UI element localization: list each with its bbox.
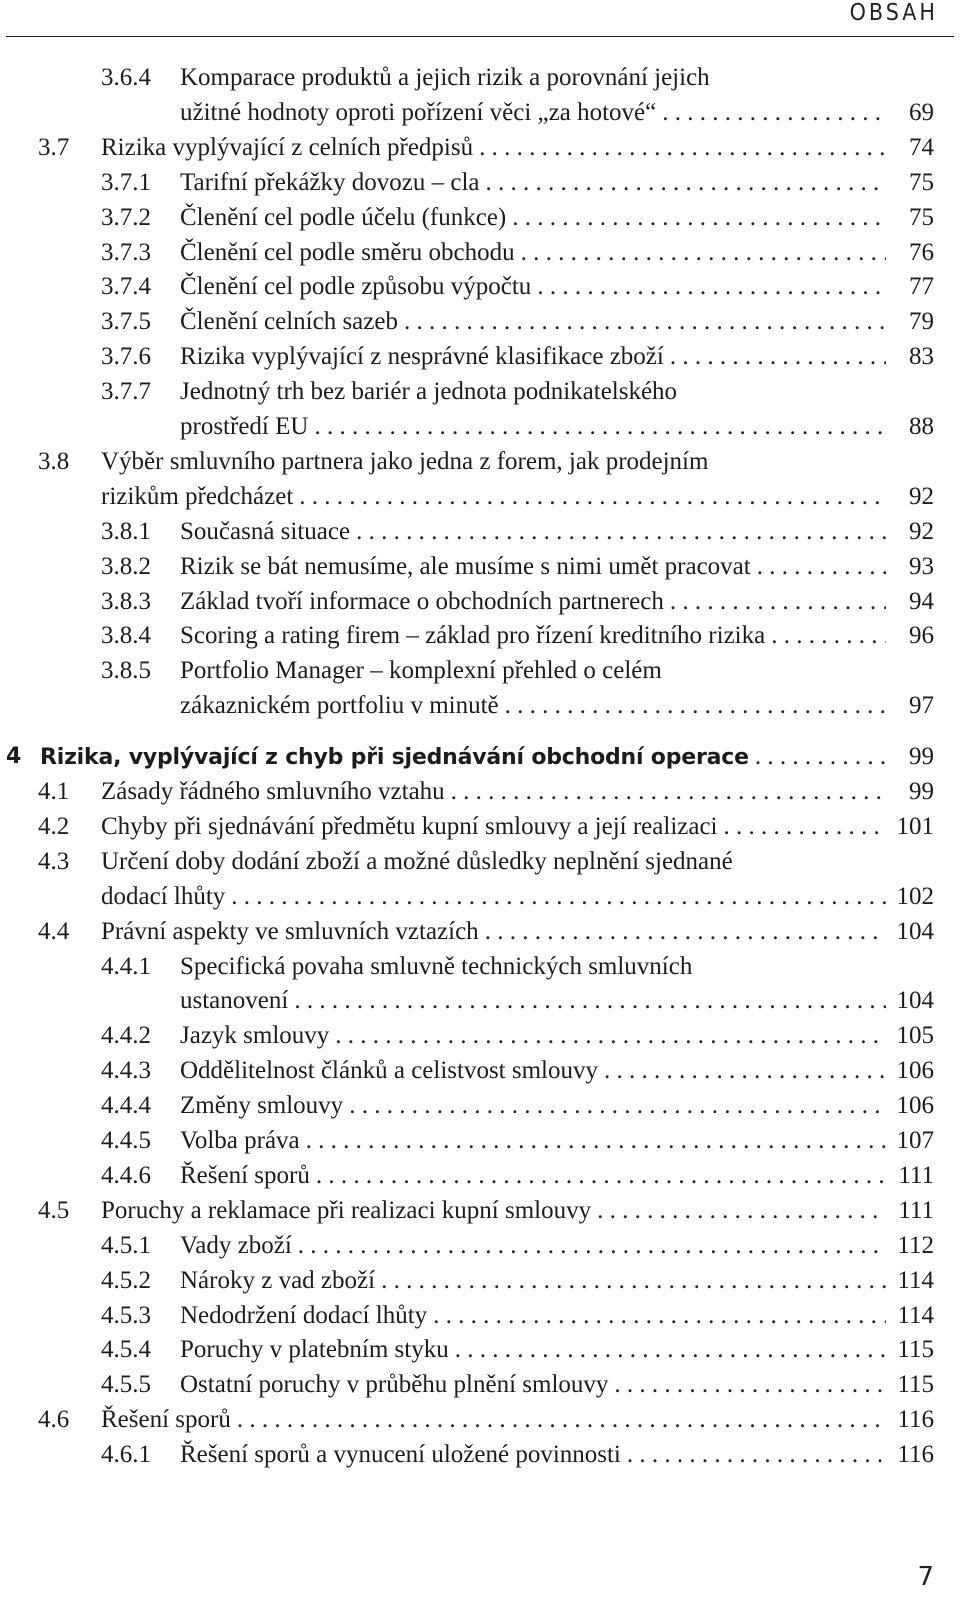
toc-entry-title: Zásady řádného smluvního vztahu xyxy=(101,778,445,805)
dot-leader xyxy=(356,515,886,549)
toc-page-number: 97 xyxy=(909,692,934,720)
toc-entry-title: Poruchy a reklamace při realizaci kupní smlouvy xyxy=(101,1196,592,1224)
toc-page-number: 106 xyxy=(896,1092,934,1120)
toc-entry-title: Specifická povaha smluvně technických smluvních xyxy=(180,952,693,980)
dot-leader xyxy=(306,1124,886,1158)
toc-entry-title: Poruchy v platebním styku xyxy=(180,1336,449,1364)
toc-entry-title: prostředí EU xyxy=(180,413,309,440)
toc-entry-line[interactable] xyxy=(101,236,934,270)
dot-leader xyxy=(299,480,886,514)
toc-entry-title: ustanovení xyxy=(180,987,289,1015)
toc-page-number: 92 xyxy=(909,482,934,510)
toc-page-number: 92 xyxy=(909,517,934,545)
toc-entry-line[interactable] xyxy=(101,619,934,653)
toc-entry-number: 4.4.2 xyxy=(101,1022,151,1050)
toc-entry-line[interactable] xyxy=(101,375,934,409)
dot-leader xyxy=(486,166,886,200)
toc-page-number: 74 xyxy=(909,133,934,161)
toc-entry-line[interactable] xyxy=(101,1124,934,1158)
toc-entry-line[interactable] xyxy=(101,1019,934,1053)
toc-entry-number: 4.4.5 xyxy=(101,1127,151,1154)
toc-page-number: 116 xyxy=(897,1441,934,1469)
toc-entry-title: Jednotný trh bez bariér a jednota podnikatelského xyxy=(180,378,678,406)
toc-entry-title: Právní aspekty ve smluvních vztazích xyxy=(101,917,479,945)
toc-entry-line[interactable] xyxy=(101,1229,934,1263)
toc-entry-line[interactable] xyxy=(101,654,934,688)
toc-entry-number: 4.2 xyxy=(38,812,70,840)
toc-entry-number: 4.4 xyxy=(38,917,70,945)
toc-entry-number: 4.4.6 xyxy=(101,1161,151,1189)
dot-leader xyxy=(505,689,886,723)
toc-page-number: 111 xyxy=(898,1196,934,1224)
dot-leader xyxy=(755,740,886,774)
dot-leader xyxy=(485,915,886,949)
toc-entry-line[interactable] xyxy=(101,550,934,584)
toc-page-number: 115 xyxy=(897,1371,934,1399)
toc-page-number: 96 xyxy=(909,622,934,650)
toc-entry-line[interactable] xyxy=(101,1054,934,1088)
toc-page-number: 101 xyxy=(896,812,934,840)
dot-leader xyxy=(479,131,886,165)
dot-leader xyxy=(614,1368,886,1402)
toc-entry-number: 3.7.7 xyxy=(101,378,151,406)
toc-entry-title: Rizika, vyplývající z chyb při sjednávání obchodní operace xyxy=(40,745,749,771)
toc-entry-line[interactable] xyxy=(38,1403,934,1437)
toc-entry-number: 3.7.2 xyxy=(101,203,151,231)
toc-entry-title: Změny smlouvy xyxy=(180,1092,344,1120)
toc-page-number: 69 xyxy=(909,98,934,126)
toc-entry-line[interactable] xyxy=(101,1159,934,1193)
running-header-title: OBSAH xyxy=(849,0,938,26)
toc-entry-line[interactable] xyxy=(101,1089,934,1123)
dot-leader xyxy=(314,410,886,444)
toc-entry-number: 3.7.3 xyxy=(101,238,151,266)
toc-entry-line[interactable] xyxy=(101,1264,934,1298)
toc-entry-title: Řešení sporů xyxy=(180,1161,310,1189)
dot-leader xyxy=(670,340,886,374)
page-number: 7 xyxy=(917,1562,934,1592)
toc-entry-number: 4.4.4 xyxy=(101,1092,151,1120)
toc-entry-title: Portfolio Manager – komplexní přehled o celém xyxy=(180,657,662,685)
toc-page-number: 88 xyxy=(909,413,934,440)
header-rule xyxy=(6,36,954,37)
toc-entry-title: Volba práva xyxy=(180,1127,300,1154)
toc-page-number: 104 xyxy=(896,987,934,1015)
toc-page-number: 111 xyxy=(898,1161,934,1189)
dot-leader xyxy=(662,96,886,130)
toc-entry-title: Rizika vyplývající z nesprávné klasifikace zboží xyxy=(180,343,664,371)
toc-entry-title: Výběr smluvního partnera jako jedna z forem, jak prodejním xyxy=(101,447,709,475)
toc-entry-line[interactable] xyxy=(101,305,934,339)
dot-leader xyxy=(627,1438,886,1472)
toc-entry-line[interactable] xyxy=(38,445,934,479)
toc-entry-number: 3.7.5 xyxy=(101,308,151,336)
toc-entry-line[interactable] xyxy=(38,845,934,879)
toc-page-number: 116 xyxy=(897,1406,934,1434)
dot-leader xyxy=(521,236,886,270)
toc-entry-title: Tarifní překážky dovozu – cla xyxy=(180,168,480,196)
toc-entry-number: 4.3 xyxy=(38,847,70,875)
toc-entry-line[interactable] xyxy=(101,61,934,95)
toc-page-number: 104 xyxy=(896,917,934,945)
toc-page-number: 107 xyxy=(896,1127,934,1154)
dot-leader xyxy=(298,1229,886,1263)
toc-entry-line[interactable] xyxy=(38,1194,934,1228)
toc-page-number: 112 xyxy=(897,1231,934,1259)
toc-page-number: 115 xyxy=(897,1336,934,1364)
toc-entry-number: 3.7.4 xyxy=(101,273,151,301)
toc-page-number: 77 xyxy=(909,273,934,301)
toc-entry-title: Členění cel podle účelu (funkce) xyxy=(180,203,507,231)
toc-entry-title: Základ tvoří informace o obchodních partnerech xyxy=(180,587,664,615)
toc-entry-title: Rizika vyplývající z celních předpisů xyxy=(101,133,474,161)
toc-entry-title: užitné hodnoty oproti pořízení věci „za hotové“ xyxy=(180,98,657,126)
toc-entry-number: 4.1 xyxy=(38,778,70,805)
toc-entry-title: Chyby při sjednávání předmětu kupní smlouvy a její realizaci xyxy=(101,812,718,840)
toc-entry-title: Členění cel podle způsobu výpočtu xyxy=(180,273,532,301)
dot-leader xyxy=(512,201,886,235)
toc-entry-number: 4.4.3 xyxy=(101,1057,151,1085)
toc-entry-line[interactable] xyxy=(101,1368,934,1402)
toc-entry-number: 3.8.3 xyxy=(101,587,151,615)
toc-entry-line[interactable] xyxy=(101,201,934,235)
toc-entry-line[interactable] xyxy=(38,915,934,949)
dot-leader xyxy=(335,1019,886,1053)
toc-page-number: 99 xyxy=(909,743,934,771)
toc-entry-title: Ostatní poruchy v průběhu plnění smlouvy xyxy=(180,1371,609,1399)
toc-entry-line[interactable] xyxy=(180,410,934,444)
toc-entry-number: 3.7.1 xyxy=(101,168,151,196)
toc-entry-line[interactable] xyxy=(101,270,934,304)
dot-leader xyxy=(451,775,886,809)
toc-entry-title: Řešení sporů xyxy=(101,1406,231,1434)
toc-entry-number: 4.5.4 xyxy=(101,1336,151,1364)
toc-entry-number: 3.8 xyxy=(38,447,70,475)
toc-entry-title: Členění celních sazeb xyxy=(180,308,398,336)
toc-entry-number: 4.5.3 xyxy=(101,1301,151,1329)
dot-leader xyxy=(237,1403,886,1437)
toc-entry-title: Nároky z vad zboží xyxy=(180,1266,376,1294)
toc-entry-line[interactable] xyxy=(38,131,934,165)
dot-leader xyxy=(231,880,886,914)
toc-entry-title: Vady zboží xyxy=(180,1231,292,1259)
dot-leader xyxy=(604,1054,886,1088)
toc-entry-title: Rizik se bát nemusíme, ale musíme s nimi umět pracovat xyxy=(180,552,751,580)
toc-entry-title: Současná situace xyxy=(180,517,351,545)
toc-entry-title: Nedodržení dodací lhůty xyxy=(180,1301,428,1329)
dot-leader xyxy=(455,1333,886,1367)
toc-entry-line[interactable] xyxy=(38,775,934,809)
dot-leader xyxy=(381,1264,886,1298)
toc-page-number: 75 xyxy=(909,203,934,231)
toc-entry-title: Oddělitelnost článků a celistvost smlouvy xyxy=(180,1057,598,1085)
dot-leader xyxy=(316,1159,886,1193)
toc-entry-title: dodací lhůty xyxy=(101,882,226,910)
toc-entry-number: 3.8.5 xyxy=(101,657,151,685)
toc-entry-line[interactable] xyxy=(101,1438,934,1472)
dot-leader xyxy=(771,619,886,653)
toc-page-number: 94 xyxy=(909,587,934,615)
toc-entry-line[interactable] xyxy=(101,515,934,549)
toc-page-number: 114 xyxy=(897,1266,934,1294)
toc-entry-line[interactable] xyxy=(180,984,934,1018)
dot-leader xyxy=(724,810,886,844)
toc-entry-line[interactable] xyxy=(101,950,934,984)
toc-entry-line[interactable] xyxy=(101,1333,934,1367)
toc-entry-number: 4.4.1 xyxy=(101,952,151,980)
toc-entry-line[interactable] xyxy=(6,740,934,774)
toc-entry-line[interactable] xyxy=(101,480,934,514)
toc-entry-line[interactable] xyxy=(101,340,934,374)
toc-entry-number: 4.5.2 xyxy=(101,1266,151,1294)
toc-page-number: 114 xyxy=(897,1301,934,1329)
toc-entry-title: Komparace produktů a jejich rizik a porovnání jejich xyxy=(180,64,710,91)
toc-entry-number: 3.8.2 xyxy=(101,552,151,580)
dot-leader xyxy=(757,550,886,584)
toc-entry-title: Řešení sporů a vynucení uložené povinnosti xyxy=(180,1441,621,1469)
toc-page-number: 106 xyxy=(896,1057,934,1085)
dot-leader xyxy=(433,1299,886,1333)
toc-entry-number: 3.6.4 xyxy=(101,64,151,91)
toc-entry-line[interactable] xyxy=(101,585,934,619)
toc-entry-line[interactable] xyxy=(101,880,934,914)
toc-entry-number: 4.5 xyxy=(38,1196,70,1224)
toc-entry-title: rizikům předcházet xyxy=(101,482,294,510)
toc-entry-line[interactable] xyxy=(180,96,934,130)
toc-page-number: 76 xyxy=(909,238,934,266)
toc-page-number: 75 xyxy=(909,168,934,196)
toc-entry-number: 3.8.4 xyxy=(101,622,151,650)
toc-entry-title: Určení doby dodání zboží a možné důsledky neplnění sjednané xyxy=(101,847,733,875)
dot-leader xyxy=(537,270,886,304)
toc-entry-title: zákaznickém portfoliu v minutě xyxy=(180,692,499,720)
toc-entry-line[interactable] xyxy=(101,1299,934,1333)
toc-entry-number: 4.6 xyxy=(38,1406,70,1434)
toc-entry-number: 3.7 xyxy=(38,133,70,161)
toc-entry-line[interactable] xyxy=(101,166,934,200)
toc-page-number: 105 xyxy=(896,1022,934,1050)
toc-page-number: 83 xyxy=(909,343,934,371)
toc-page-number: 102 xyxy=(896,882,934,910)
toc-entry-number: 4.5.1 xyxy=(101,1231,151,1259)
toc-entry-title: Členění cel podle směru obchodu xyxy=(180,238,515,266)
toc-page-number: 99 xyxy=(909,778,934,805)
toc-entry-number: 4.5.5 xyxy=(101,1371,151,1399)
toc-entry-number: 3.8.1 xyxy=(101,517,151,545)
dot-leader xyxy=(349,1089,886,1123)
toc-entry-number: 4 xyxy=(6,744,22,770)
dot-leader xyxy=(294,984,886,1018)
toc-entry-title: Jazyk smlouvy xyxy=(180,1022,330,1050)
toc-page-number: 79 xyxy=(909,308,934,336)
toc-entry-number: 4.6.1 xyxy=(101,1441,151,1469)
toc-entry-number: 3.7.6 xyxy=(101,343,151,371)
toc-page-number: 93 xyxy=(909,552,934,580)
toc-entry-title: Scoring a rating firem – základ pro řízení kreditního rizika xyxy=(180,622,766,650)
dot-leader xyxy=(404,305,886,339)
toc-entry-line[interactable] xyxy=(38,810,934,844)
toc-entry-line[interactable] xyxy=(180,689,934,723)
dot-leader xyxy=(670,585,886,619)
dot-leader xyxy=(597,1194,886,1228)
